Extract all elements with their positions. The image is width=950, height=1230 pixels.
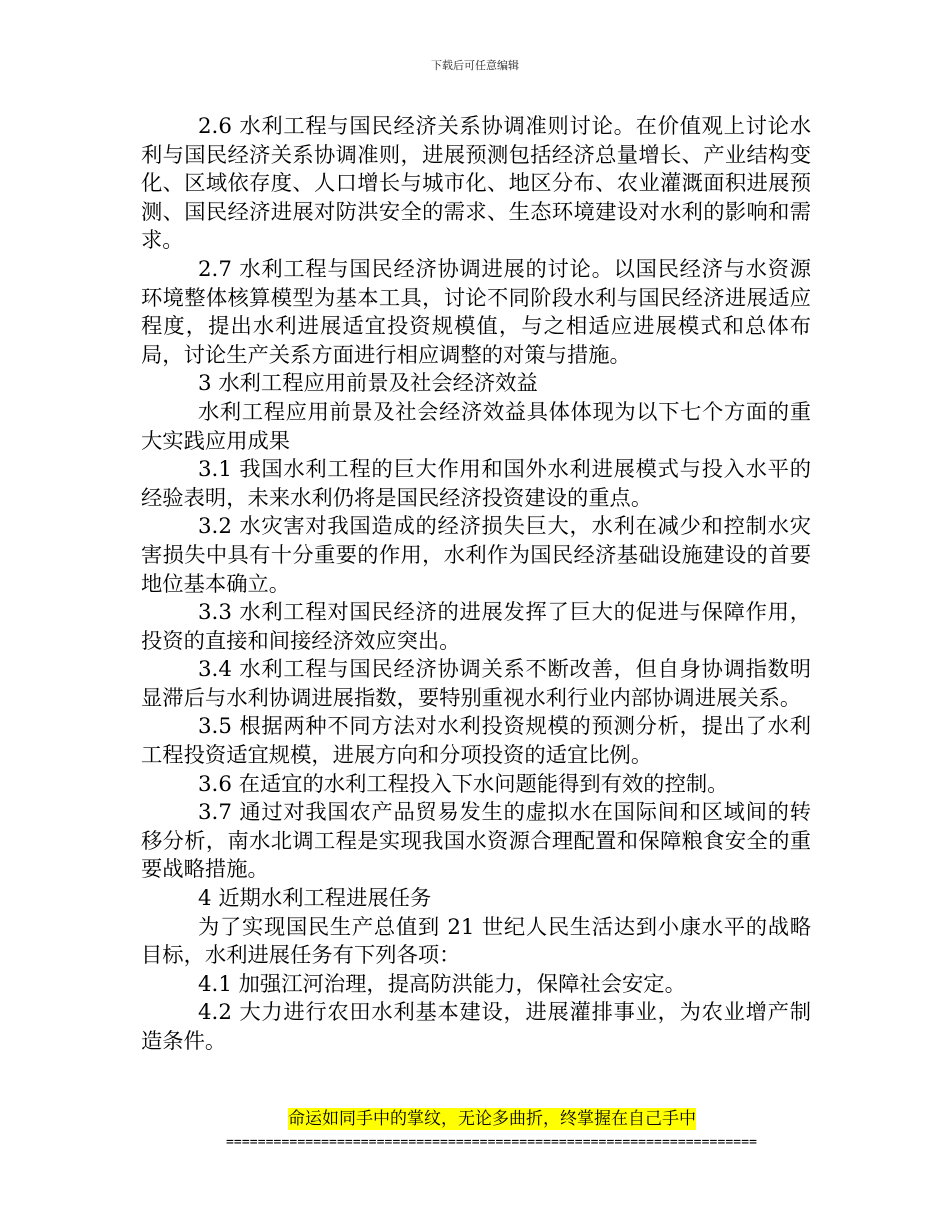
paragraph: 3.1 我国水利工程的巨大作用和国外水利进展模式与投入水平的经验表明，未来水利仍将是国民经济投资建设的重点。 <box>141 457 811 511</box>
section-heading: 3 水利工程应用前景及社会经济效益 <box>198 371 538 397</box>
paragraph: 2.6 水利工程与国民经济关系协调准则讨论。在价值观上讨论水利与国民经济关系协调准则，进展预测包括经济总量增长、产业结构变化、区域依存度、人口增长与城市化、地区分布、农业灌溉面积进展预测、国民经济进展对防洪安全的需求、生态环境建设对水利的影响和需求。 <box>141 114 811 254</box>
paragraph: 3.5 根据两种不同方法对水利投资规模的预测分析，提出了水利工程投资适宜规模，进展方向和分项投资的适宜比例。 <box>141 714 811 769</box>
paragraph: 水利工程应用前景及社会经济效益具体体现为以下七个方面的重大实践应用成果 <box>141 399 811 454</box>
document-body <box>141 113 811 1057</box>
page-header-note: 下载后可任意编辑 <box>431 59 519 72</box>
paragraph: 4.1 加强江河治理，提高防洪能力，保障社会安定。 <box>198 971 686 997</box>
paragraph: 3.3 水利工程对国民经济的进展发挥了巨大的促进与保障作用，投资的直接和间接经济效应突出。 <box>141 600 811 654</box>
footer-divider: =================================================================== <box>226 1135 758 1150</box>
paragraph: 3.4 水利工程与国民经济协调关系不断改善，但自身协调指数明显滞后与水利协调进展指数，要特别重视水利行业内部协调进展关系。 <box>141 657 811 711</box>
paragraph: 为了实现国民生产总值到 21 世纪人民生活达到小康水平的战略目标，水利进展任务有下列各项： <box>141 914 811 969</box>
paragraph: 3.6 在适宜的水利工程投入下水问题能得到有效的控制。 <box>198 771 729 797</box>
paragraph: 3.2 水灾害对我国造成的经济损失巨大，水利在减少和控制水灾害损失中具有十分重要的作用，水利作为国民经济基础设施建设的首要地位基本确立。 <box>141 514 811 597</box>
paragraph: 2.7 水利工程与国民经济协调进展的讨论。以国民经济与水资源环境整体核算模型为基本工具，讨论不同阶段水利与国民经济进展适应程度，提出水利进展适宜投资规模值，与之相适应进展模式和总体布局，讨论生产关系方面进行相应调整的对策与措施。 <box>141 256 811 368</box>
paragraph: 4.2 大力进行农田水利基本建设，进展灌排事业，为农业增产制造条件。 <box>141 1000 811 1054</box>
paragraph: 3.7 通过对我国农产品贸易发生的虚拟水在国际间和区域间的转移分析，南水北调工程是实现我国水资源合理配置和保障粮食安全的重要战略措施。 <box>141 800 811 883</box>
section-heading: 4 近期水利工程进展任务 <box>198 886 432 912</box>
highlighted-motto: 命运如同手中的掌纹，无论多曲折，终掌握在自己手中 <box>288 1109 696 1129</box>
